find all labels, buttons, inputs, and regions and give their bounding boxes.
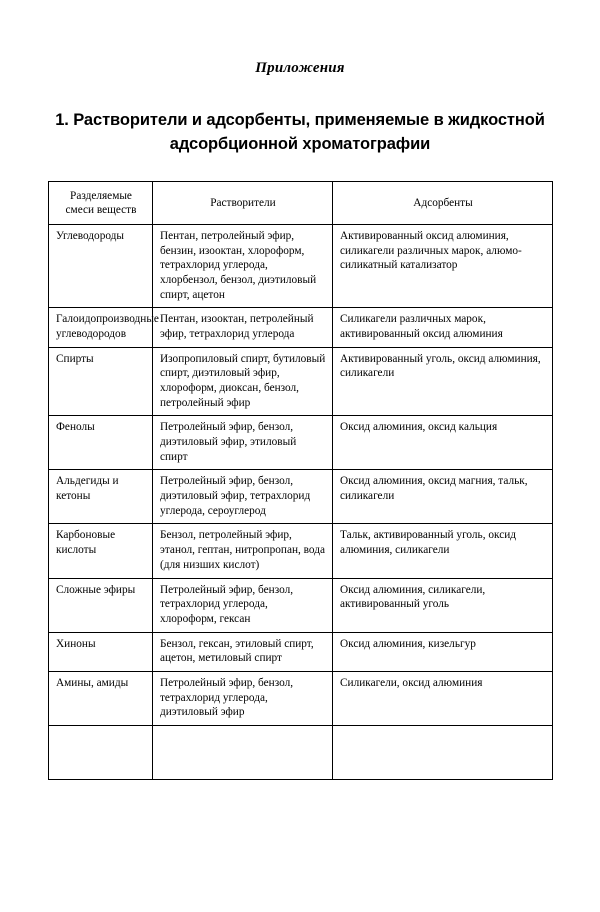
table-row (49, 524, 553, 578)
cell-empty-adsorbents (333, 725, 553, 779)
column-header-solvents: Растворители (153, 181, 333, 224)
cell-adsorbents: Тальк, активированный уголь, оксид алюминия, силикагели (333, 524, 553, 578)
cell-mixture: Фенолы (49, 416, 153, 470)
cell-adsorbents: Оксид алюминия, силикагели, активированный уголь (333, 578, 553, 632)
document-page (0, 60, 600, 912)
table-row (49, 347, 553, 416)
cell-adsorbents: Оксид алюминия, кизельгур (333, 632, 553, 671)
cell-mixture: Галоидопроизводные углеводородов (49, 308, 153, 347)
cell-adsorbents: Активированный уголь, оксид алюминия, силикагели (333, 347, 553, 416)
cell-solvents: Пентан, изооктан, петролейный эфир, тетрахлорид углерода (153, 308, 333, 347)
cell-adsorbents: Силикагели различных марок, активированный оксид алюминия (333, 308, 553, 347)
table-header-row (49, 181, 553, 224)
cell-solvents: Изопропиловый спирт, бутиловый спирт, диэтиловый эфир, хлороформ, диоксан, бензол, петролейный эфир (153, 347, 333, 416)
cell-empty-solvents (153, 725, 333, 779)
table-row-empty (49, 725, 553, 779)
cell-solvents: Пентан, петролейный эфир, бензин, изооктан, хлороформ, тетрахлорид углерода, хлорбензол, бензол, диэтиловый спирт, ацетон (153, 225, 333, 308)
page-title: 1. Растворители и адсорбенты, применяемые в жидкостной адсорбционной хроматографии (55, 111, 545, 153)
table-row (49, 225, 553, 308)
column-header-mixtures: Разделяемые смеси веществ (49, 181, 153, 224)
solvents-adsorbents-table (48, 181, 553, 780)
cell-mixture: Амины, амиды (49, 671, 153, 725)
cell-solvents: Бензол, гексан, этиловый спирт, ацетон, метиловый спирт (153, 632, 333, 671)
cell-adsorbents: Силикагели, оксид алюминия (333, 671, 553, 725)
cell-mixture: Карбоновые кислоты (49, 524, 153, 578)
cell-adsorbents: Активированный оксид алюминия, силикагели различных марок, алюмо-силикатный катализатор (333, 225, 553, 308)
cell-mixture: Сложные эфиры (49, 578, 153, 632)
table-row (49, 308, 553, 347)
cell-solvents: Петролейный эфир, бензол, тетрахлорид углерода, хлороформ, гексан (153, 578, 333, 632)
cell-mixture: Альдегиды и кетоны (49, 470, 153, 524)
table-body (49, 225, 553, 780)
cell-solvents: Петролейный эфир, бензол, тетрахлорид углерода, диэтиловый эфир (153, 671, 333, 725)
cell-solvents: Бензол, петролейный эфир, этанол, гептан, нитропропан, вода (для низших кислот) (153, 524, 333, 578)
cell-mixture: Углеводороды (49, 225, 153, 308)
appendix-label: Приложения (255, 60, 345, 76)
table-row (49, 578, 553, 632)
cell-mixture: Спирты (49, 347, 153, 416)
cell-solvents: Петролейный эфир, бензол, диэтиловый эфир, тетрахлорид углерода, сероуглерод (153, 470, 333, 524)
column-header-adsorbents: Адсорбенты (333, 181, 553, 224)
table-container (48, 181, 552, 780)
table-row (49, 416, 553, 470)
cell-adsorbents: Оксид алюминия, оксид магния, тальк, силикагели (333, 470, 553, 524)
cell-mixture: Хиноны (49, 632, 153, 671)
table-row (49, 470, 553, 524)
table-row (49, 632, 553, 671)
cell-empty-mixture (49, 725, 153, 779)
table-header (49, 181, 553, 224)
table-row (49, 671, 553, 725)
cell-adsorbents: Оксид алюминия, оксид кальция (333, 416, 553, 470)
cell-solvents: Петролейный эфир, бензол, диэтиловый эфир, этиловый спирт (153, 416, 333, 470)
